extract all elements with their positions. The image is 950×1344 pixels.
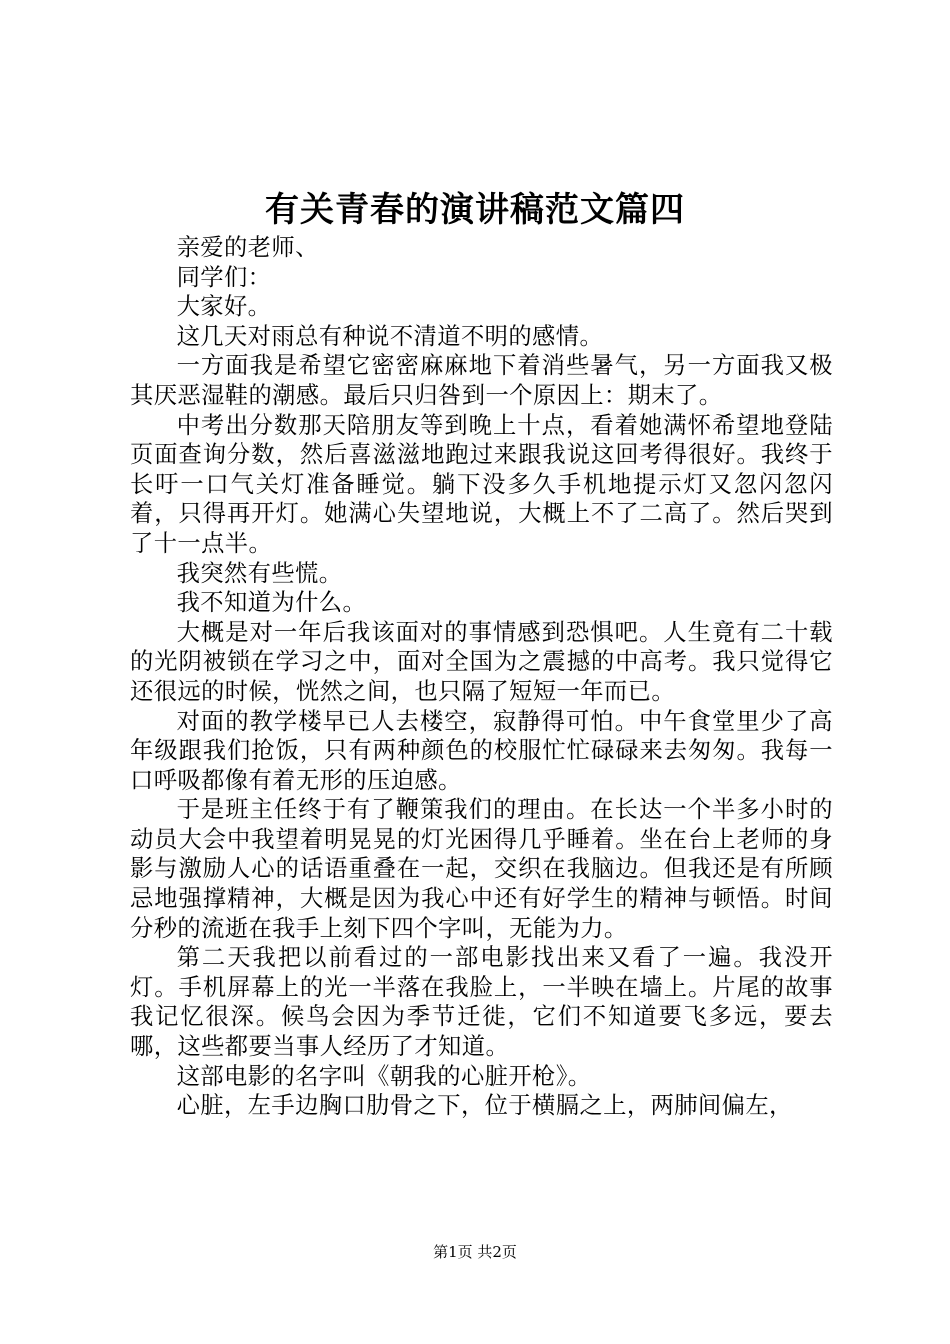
- paragraph: 我突然有些慌。: [176, 559, 343, 587]
- paragraph: 对面的教学楼早已人去楼空，寂静得可怕。中午食堂里少了高年级跟我们抢饭，只有两种颜色的校服忙忙碌碌来去匆匆。我每一口呼吸都像有着无形的压迫感。: [130, 707, 833, 794]
- document-body: [130, 233, 833, 1121]
- paragraph: 我不知道为什么。: [176, 589, 367, 617]
- paragraph: 于是班主任终于有了鞭策我们的理由。在长达一个半多小时的动员大会中我望着明晃晃的灯光困得几乎睡着。坐在台上老师的身影与激励人心的话语重叠在一起，交织在我脑边。但我还是有所顾忌地强撑精神，大概是因为我心中还有好学生的精神与顿悟。时间分秒的流逝在我手上刻下四个字叫，无能为力。: [130, 796, 833, 942]
- document-title: 有关青春的演讲稿范文篇四: [265, 190, 685, 230]
- paragraph: 这几天对雨总有种说不清道不明的感情。: [176, 322, 604, 350]
- paragraph: 亲爱的老师、: [176, 234, 319, 261]
- paragraph: 一方面我是希望它密密麻麻地下着消些暑气，另一方面我又极其厌恶湿鞋的潮感。最后只归咎到一个原因上：期末了。: [130, 352, 833, 409]
- paragraph: 中考出分数那天陪朋友等到晚上十点，看着她满怀希望地登陆页面查询分数，然后喜滋滋地跑过来跟我说这回考得很好。我终于长吁一口气关灯准备睡觉。躺下没多久手机地提示灯又忽闪忽闪着，只得再开灯。她满心失望地说，大概上不了二高了。然后哭到了十一点半。: [130, 411, 833, 557]
- paragraph: 同学们：: [176, 263, 272, 291]
- paragraph: 大家好。: [176, 293, 272, 321]
- page-footer: 第1页 共2页: [433, 1243, 517, 1261]
- paragraph: 心脏，左手边胸口肋骨之下，位于横膈之上，两肺间偏左，: [176, 1092, 793, 1120]
- paragraph: 大概是对一年后我该面对的事情感到恐惧吧。人生竟有二十载的光阴被锁在学习之中，面对全国为之震撼的中高考。我只觉得它还很远的时候，恍然之间，也只隔了短短一年而已。: [130, 618, 833, 705]
- paragraph: 这部电影的名字叫《朝我的心脏开枪》。: [176, 1062, 592, 1090]
- paragraph: 第二天我把以前看过的一部电影找出来又看了一遍。我没开灯。手机屏幕上的光一半落在我脸上，一半映在墙上。片尾的故事我记忆很深。候鸟会因为季节迁徙，它们不知道要飞多远，要去哪，这些都要当事人经历了才知道。: [130, 944, 833, 1061]
